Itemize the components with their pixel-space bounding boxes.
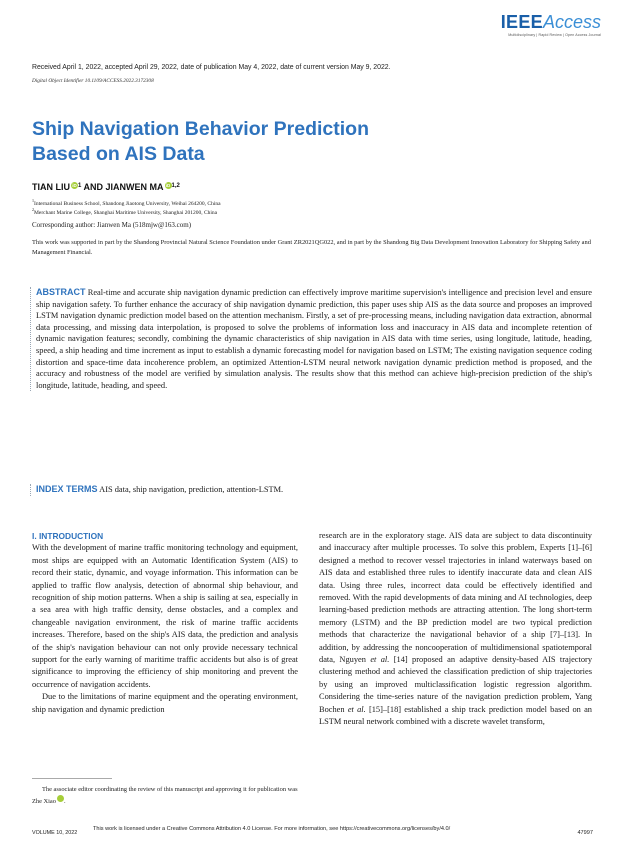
paper-title	[32, 117, 492, 167]
abstract-text: Real-time and accurate ship navigation dynamic prediction can effectively improve maritime supervision's intelligence and precision level and ensure ship navigation safety. To further enhance the accuracy of ship navigation dynamic prediction, this paper uses ship AIS as the data source and proposes an improved LSTM navigation dynamic prediction model based on the attention mechanism. Firstly, a set of pre-processing means, including navigation data extraction, abnormal data processing, and missing data interpolation, is proposed to solve the problems of information loss and inaccuracy in AIS data and incomplete retention of dynamic navigation features; secondly, combining the dynamic characteristics of ship navigation in AIS data with time series, using longitude, latitude, heading, speed, a ship heading and time increment as input to establish a dynamic forecasting model for navigation based on LSTM; The existing navigation sequence coding distortion and space-time data incoherence problem, an optimized Attention-LSTM neural network navigation dynamic prediction method is proposed, and the accuracy and robustness of the model are verified by simulation analysis. The results show that this method can achieve high-precision prediction of the ship's longitude, latitude, heading, and speed.	[36, 288, 592, 390]
column-left	[32, 530, 298, 716]
affiliation-2	[32, 207, 217, 216]
author-1-affil: 1	[78, 183, 82, 189]
affiliation-1	[32, 198, 221, 207]
orcid-icon[interactable]: iD	[57, 795, 64, 802]
editor-footnote: The associate editor coordinating the review of this manuscript and approving it for publication was Zhe Xiao iD.	[32, 786, 298, 805]
corresponding-author: Corresponding author: Jianwen Ma (518mjw@163.com)	[32, 221, 192, 229]
footnote-text: The associate editor coordinating the review of this manuscript and approving it for publication was Zhe Xiao	[32, 786, 298, 805]
author-list	[32, 182, 180, 192]
abstract	[30, 287, 592, 391]
journal-logo	[501, 12, 601, 37]
author-2-affil: 1,2	[171, 183, 180, 189]
abstract-label: ABSTRACT	[36, 287, 86, 297]
column-right	[319, 530, 592, 729]
intro-paragraph-2: Due to the limitations of marine equipment and the operating environment, ship navigation and dynamic prediction	[32, 692, 298, 714]
index-terms-label: INDEX TERMS	[36, 484, 98, 494]
affiliation-2-text: Merchant Marine College, Shanghai Maritime University, Shanghai 201200, China	[34, 209, 218, 216]
funding-statement: This work was supported in part by the Shandong Provincial Natural Science Foundation under Grant ZR2021QG022, and in part by the Shandong Big Data Development Innovation Laboratory for Shipping Safety and Management Financial.	[32, 239, 591, 256]
intro-right-text-a: research are in the exploratory stage. AIS data are subject to data discontinuity and inaccuracy after multiple processes. To solve this problem, Experts [1]–[6] designed a method to recover vessel trajectories in inland waterways based on AIS data and established three rules to identify inaccurate data and clean AIS data. Using three rules, incorrect data could be effectively identified and removed. With the rapid developments of data mining and AI technologies, deep learning-based prediction methods are attracting attention. The long short-term memory (LSTM) and the BP prediction model are two typical prediction methods that characterize the navigational behavior of a ship [7]–[13]. In addition, by addressing the noncooperation of multidimensional spatiotemporal data, Nguyen	[319, 531, 592, 665]
logo-access: Access	[542, 12, 601, 32]
intro-right-text-c: [15]–[18] established a ship track prediction model based on an LSTM neural network combined with a discrete wavelet transform,	[319, 704, 592, 727]
logo-tagline: Multidisciplinary | Rapid Review | Open Access Journal	[508, 33, 601, 37]
author-2: JIANWEN MA	[105, 182, 164, 192]
affiliation-1-text: International Business School, Shandong Jiaotong University, Weihai 264200, China	[34, 200, 221, 207]
index-terms	[30, 484, 592, 496]
doi: Digital Object Identifier 10.1109/ACCESS.2022.3172308	[32, 78, 154, 84]
title-line-2: Based on AIS Data	[32, 143, 205, 165]
footer-volume: VOLUME 10, 2022	[32, 830, 78, 836]
footer-page-number: 47997	[577, 830, 593, 836]
index-terms-text: AIS data, ship navigation, prediction, attention-LSTM.	[99, 485, 284, 494]
intro-paragraph-1: With the development of marine traffic monitoring technology and equipment, most ships are equipped with an Automatic Identification System (AIS) to record their static, dynamic, and voyage information. This information can be applied to traffic flow analysis, detection of abnormal ship behaviour, and recognition of ship motion patterns. When a ship is sailing at sea, especially in a sea area with high traffic density, dense obstacles, and a complex and changeable navigation environment, the risk of marine traffic accidents increases. Therefore, based on the ship's AIS data, the prediction and analysis of the ship's navigation behaviour can not only provide necessary technical support for the early warning of maritime traffic accidents but also is of great significance to improving the efficiency of ship monitoring and prevent the occurrence of navigation accidents.	[32, 543, 298, 689]
orcid-icon[interactable]: iD	[165, 183, 171, 188]
intro-right-text-b: [14] proposed an adaptive density-based AIS trajectory clustering method and achieved the classification prediction of ship trajectories by using an improved multiclassification logistic regression algorithm. Considering the time-series nature of the navigation prediction problem, Yang Bochen	[319, 655, 593, 714]
title-line-1: Ship Navigation Behavior Prediction	[32, 118, 369, 140]
section-heading-introduction: I. INTRODUCTION	[32, 531, 104, 541]
logo-ieee: IEEE	[500, 12, 543, 32]
orcid-icon[interactable]: iD	[72, 183, 77, 188]
footer-license: This work is licensed under a Creative Commons Attribution 4.0 License. For more information, see https://creativecommons.org/licenses/by/4.0/	[93, 826, 451, 832]
footnote-divider	[32, 778, 112, 779]
author-and: AND	[83, 182, 104, 192]
intro-right-etal-2: et al.	[347, 704, 366, 714]
affiliation-1-num: 1	[32, 198, 34, 203]
intro-right-etal-1: et al.	[370, 655, 390, 665]
author-1: TIAN LIU	[32, 182, 70, 192]
received-dates: Received April 1, 2022, accepted April 29, 2022, date of publication May 4, 2022, date of current version May 9, 2022.	[32, 64, 391, 71]
affiliation-2-num: 2	[32, 207, 34, 212]
